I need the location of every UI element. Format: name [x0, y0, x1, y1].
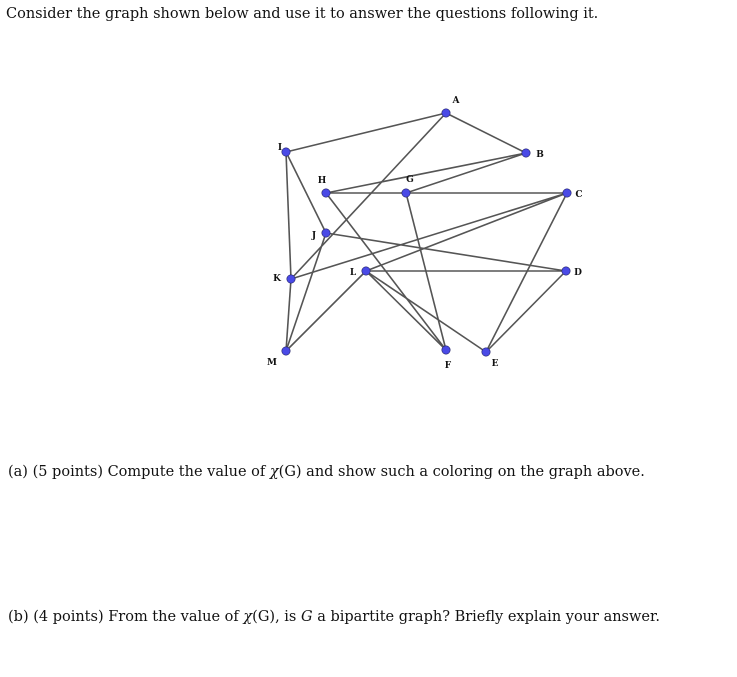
chromatic-number-arg: (G): [278, 464, 302, 480]
chromatic-number-arg: (G),: [252, 609, 280, 625]
question-a: [8, 464, 645, 480]
question-b-prefix: (b) (4 points) From the value of: [8, 609, 239, 625]
edge-I-J: [286, 152, 326, 233]
vertex-H: [322, 189, 330, 197]
vertex-label-D: D: [574, 268, 582, 278]
vertex-label-I: I: [277, 143, 283, 153]
edge-I-K: [286, 152, 291, 279]
question-b-suffix: a bipartite graph? Briefly explain your answer.: [317, 609, 660, 625]
edge-L-E: [366, 271, 486, 352]
chromatic-number-symbol: χ: [243, 609, 253, 625]
edge-L-F: [366, 271, 446, 350]
vertex-J: [322, 229, 330, 237]
vertex-I: [282, 148, 290, 156]
graph-vertices: [282, 109, 571, 356]
vertex-label-M: M: [267, 358, 277, 368]
vertex-B: [522, 149, 530, 157]
edge-L-C: [366, 193, 567, 271]
graph-symbol: G: [301, 609, 313, 625]
edge-J-M: [286, 233, 326, 351]
vertex-E: [482, 348, 490, 356]
vertex-M: [282, 347, 290, 355]
vertex-label-B: B: [536, 150, 544, 160]
question-b: [8, 609, 660, 625]
vertex-C: [563, 189, 571, 197]
question-b-mid: is: [284, 609, 297, 625]
vertex-L: [362, 267, 370, 275]
edge-C-E: [486, 193, 567, 352]
vertex-label-G: G: [406, 175, 414, 185]
edge-C-K: [291, 193, 567, 279]
question-a-prefix: (a) (5 points) Compute the value of: [8, 464, 266, 480]
vertex-label-K: K: [273, 274, 281, 284]
vertex-label-E: E: [491, 359, 499, 369]
vertex-D: [562, 267, 570, 275]
vertex-F: [442, 346, 450, 354]
edge-L-M: [286, 271, 366, 351]
vertex-label-L: L: [349, 268, 357, 278]
vertex-label-F: F: [444, 361, 452, 371]
edge-I-A: [286, 113, 446, 152]
vertex-A: [442, 109, 450, 117]
vertex-K: [287, 275, 295, 283]
intro-text: Consider the graph shown below and use it to answer the questions following it.: [6, 6, 599, 22]
question-a-suffix: and show such a coloring on the graph above.: [306, 464, 645, 480]
vertex-label-C: C: [575, 190, 583, 200]
edge-A-B: [446, 113, 526, 153]
vertex-label-H: H: [317, 176, 327, 186]
vertex-label-A: A: [452, 96, 460, 106]
edge-D-E: [486, 271, 566, 352]
vertex-G: [402, 189, 410, 197]
vertex-label-J: J: [311, 231, 317, 241]
chromatic-number-symbol: χ: [269, 464, 279, 480]
